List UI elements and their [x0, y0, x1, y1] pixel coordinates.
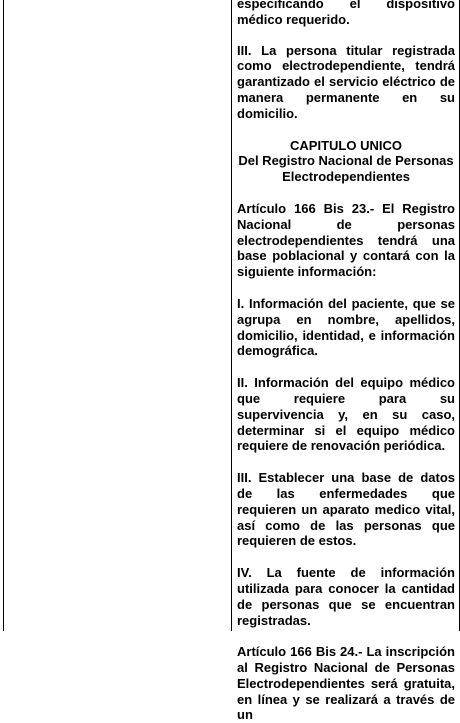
article-166-bis-23: Artículo 166 Bis 23.- El Registro Nacional de personas electrodependientes tendrá una base poblacional y contará con la siguiente información:: [237, 200, 455, 280]
column-divider: [231, 0, 232, 631]
paragraph-continuation: especificando el dispositivo médico requerido.: [237, 0, 455, 27]
item-ii: II. Información del equipo médico que requiere para su supervivencia y, en su caso, determinar si el equipo médico requiere de renovación periódica.: [237, 375, 455, 454]
item-iii: III. Establecer una base de datos de las enfermedades que requieren un aparato medico vital, así como de las personas que requieren de estos.: [237, 470, 455, 549]
item-iv: IV. La fuente de información utilizada para conocer la cantidad de personas que se encuentran registradas.: [237, 565, 455, 628]
article-166-bis-24: Artículo 166 Bis 24.- La inscripción al Registro Nacional de Personas Electrodependientes será gratuita, en línea y se realizará a través de un: [237, 644, 455, 723]
left-column-empty: [4, 0, 231, 631]
paragraph-fraction-iii: III. La persona titular registrada como electrodependiente, tendrá garantizado el servicio eléctrico de manera permanente en su domicilio.: [237, 42, 455, 121]
item-i: I. Información del paciente, que se agrupa en nombre, apellidos, domicilio, identidad, e información demográfica.: [237, 295, 455, 359]
chapter-subtitle: Del Registro Nacional de Personas Electrodependientes: [238, 153, 454, 185]
comparison-table: [3, 0, 460, 723]
right-column: [237, 0, 455, 723]
chapter-title: CAPITULO UNICO: [290, 137, 402, 153]
